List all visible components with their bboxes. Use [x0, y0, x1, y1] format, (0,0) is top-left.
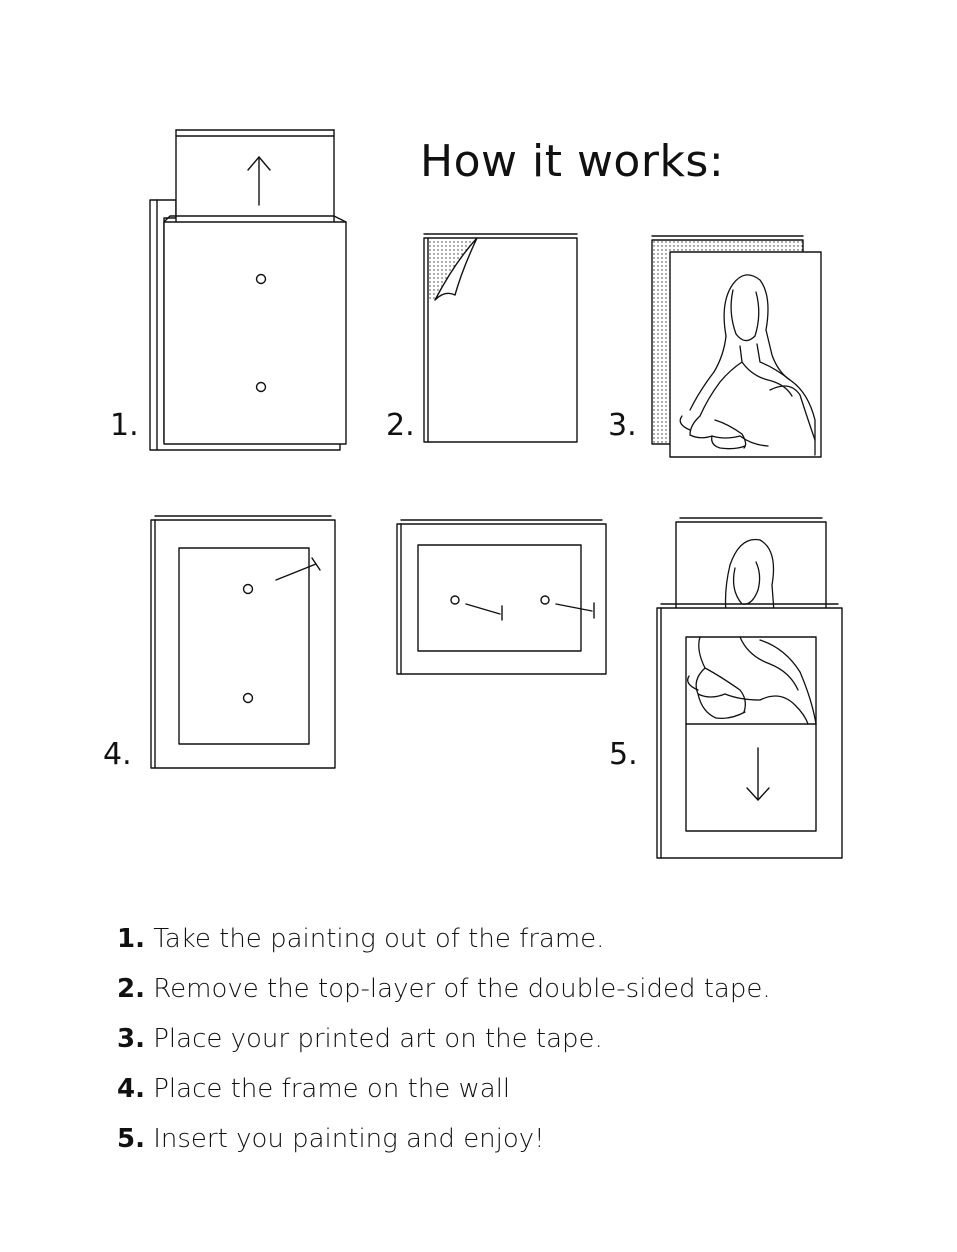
- instruction-item: [117, 1014, 771, 1064]
- step1-illustration: [150, 130, 346, 450]
- instruction-item: [117, 914, 771, 964]
- instruction-text: Insert you painting and enjoy!: [153, 1124, 545, 1154]
- instruction-list: [117, 914, 771, 1164]
- instruction-item: [117, 964, 771, 1014]
- step-number-1: 1.: [110, 408, 139, 443]
- step-number-3: 3.: [608, 408, 637, 443]
- page-title: How it works:: [420, 136, 725, 187]
- instruction-text: Take the painting out of the frame.: [153, 924, 605, 954]
- instruction-number: 4.: [117, 1074, 145, 1104]
- instruction-text: Remove the top-layer of the double-sided tape.: [153, 974, 771, 1004]
- step-number-4: 4.: [103, 737, 132, 772]
- instruction-item: [117, 1114, 771, 1164]
- instruction-item: [117, 1064, 771, 1114]
- step-number-2: 2.: [386, 408, 415, 443]
- step4b-illustration: [397, 520, 606, 674]
- instruction-number: 2.: [117, 974, 145, 1004]
- instruction-number: 3.: [117, 1024, 145, 1054]
- instruction-number: 5.: [117, 1124, 145, 1154]
- step-number-5: 5.: [609, 737, 638, 772]
- step3-illustration: [652, 236, 821, 457]
- instruction-text: Place the frame on the wall: [153, 1074, 511, 1104]
- step5-illustration: [657, 518, 842, 858]
- step2-illustration: [424, 234, 577, 442]
- instruction-number: 1.: [117, 924, 145, 954]
- step4-illustration: [151, 516, 335, 768]
- instruction-text: Place your printed art on the tape.: [153, 1024, 603, 1054]
